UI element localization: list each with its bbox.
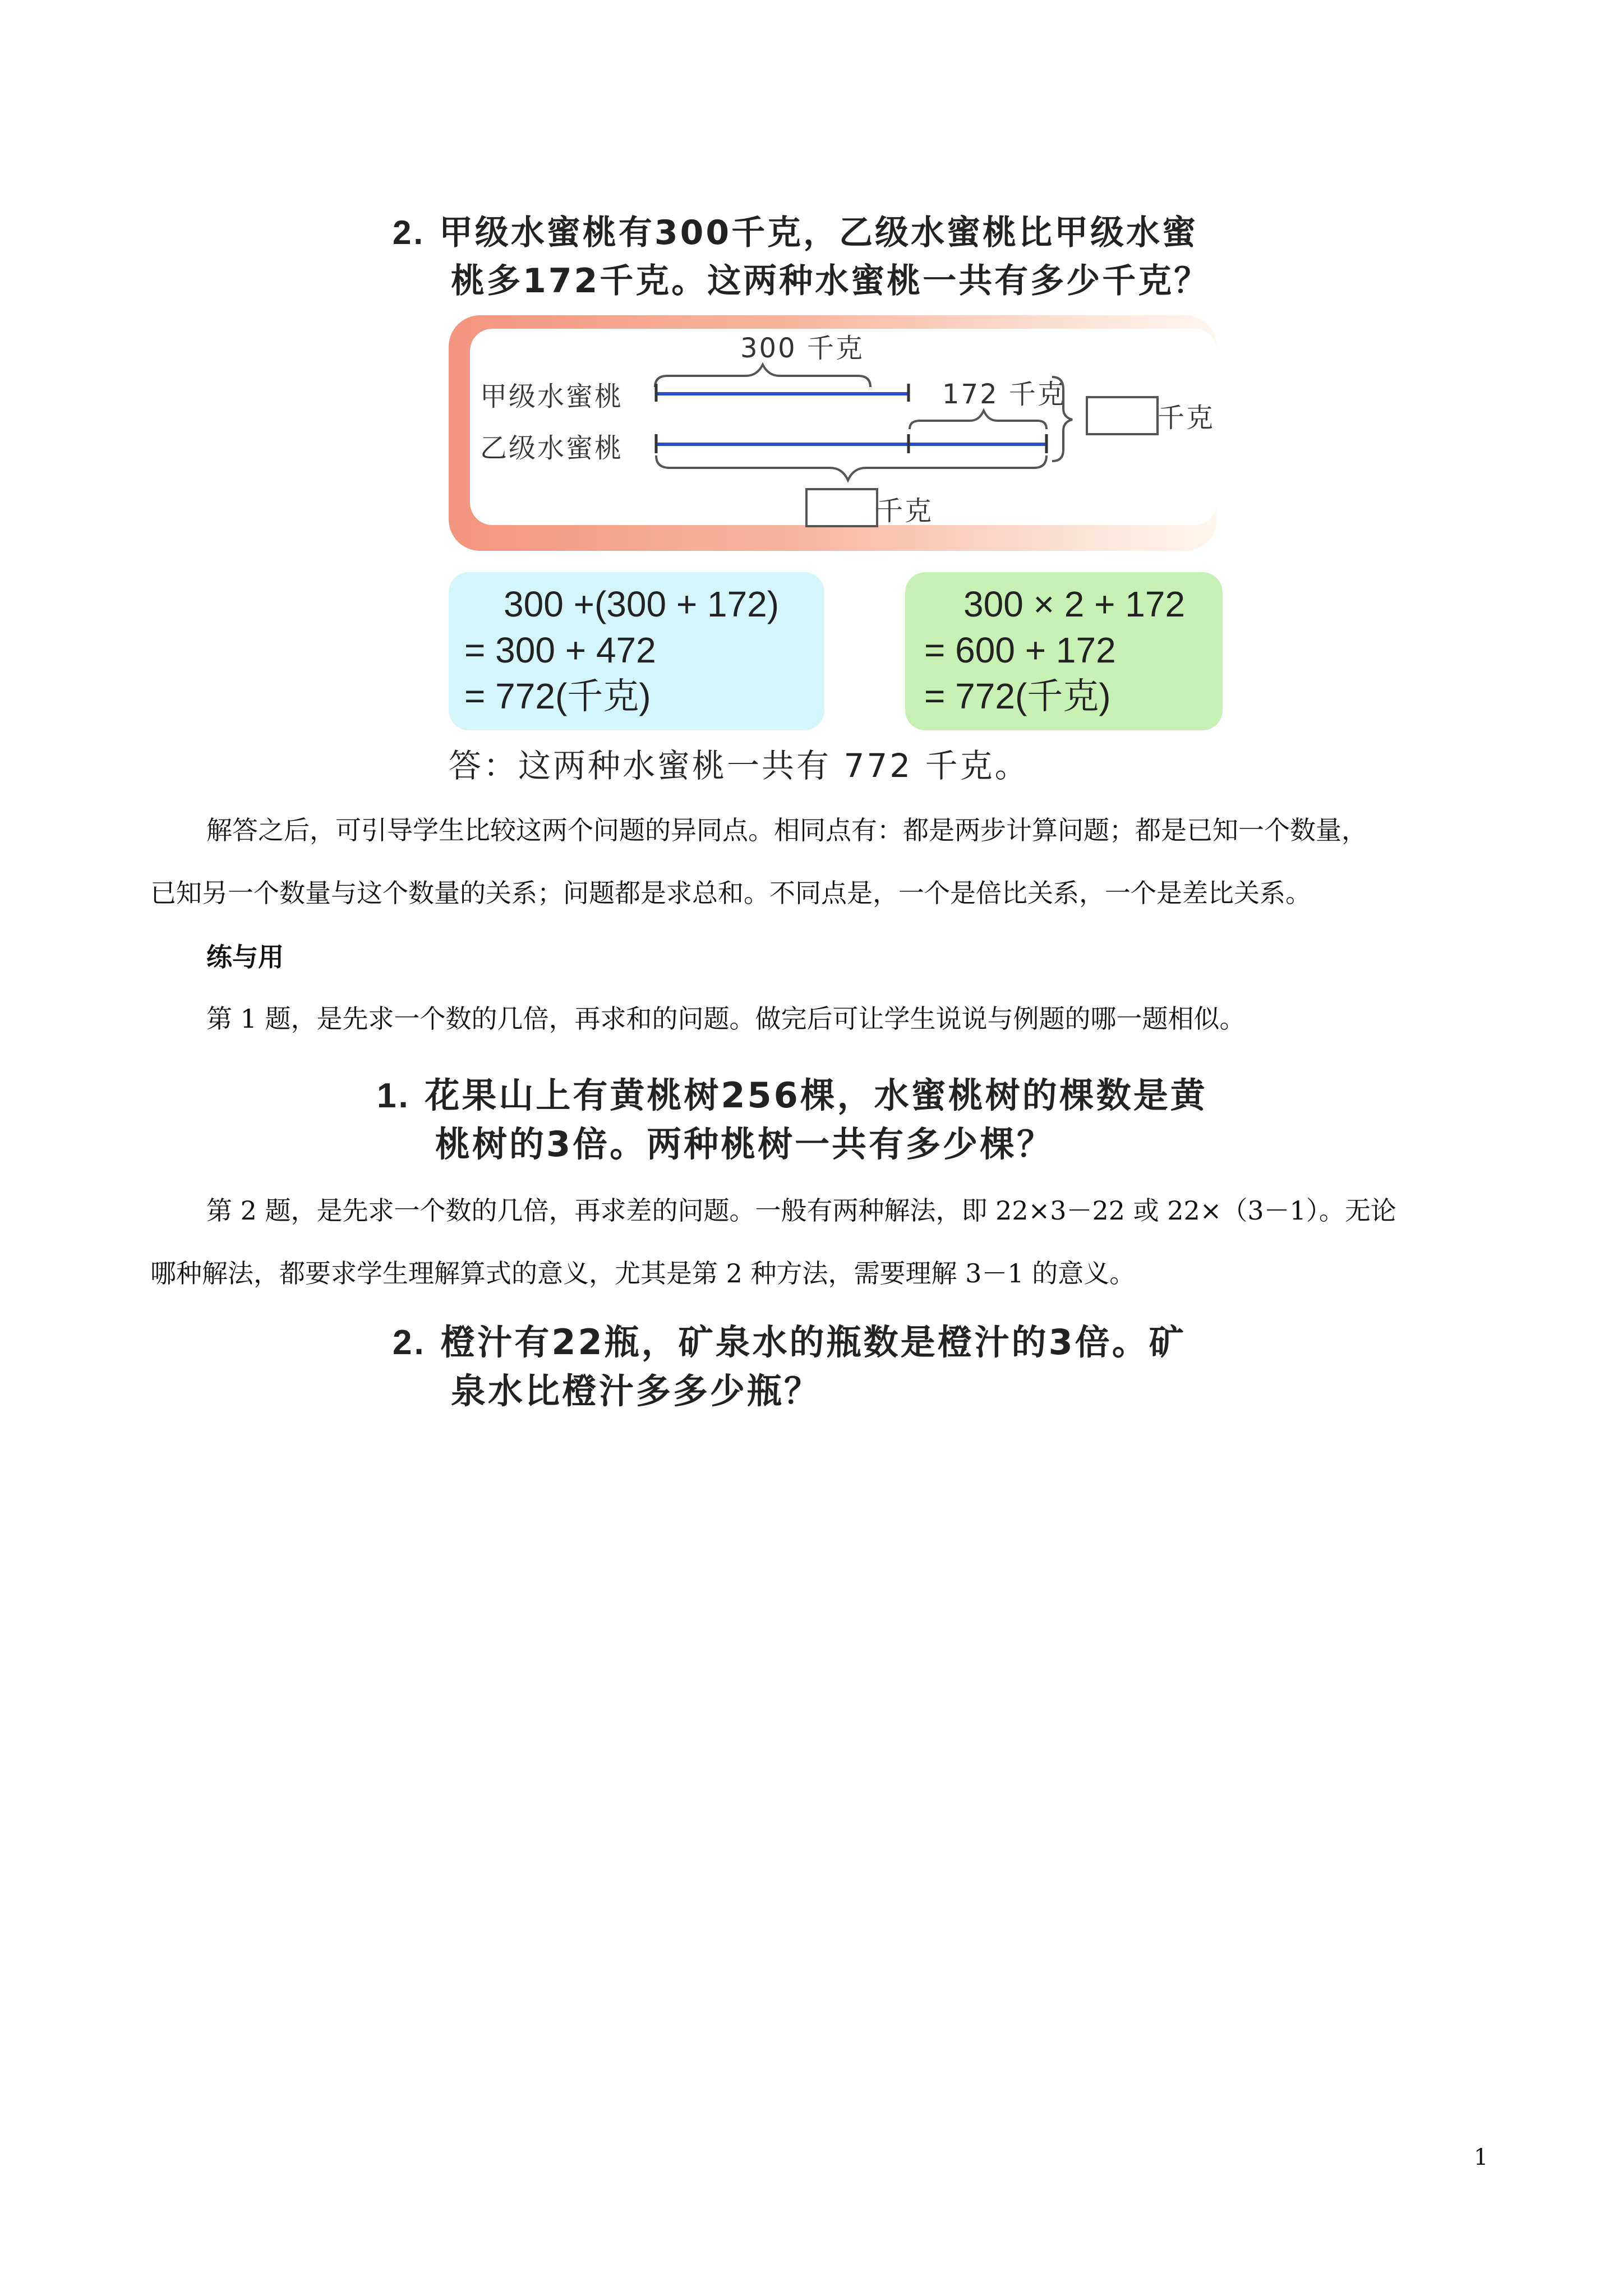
label-grade-b: 乙级水蜜桃: [480, 432, 624, 464]
solution1-line1: 300 +(300 + 172): [504, 584, 780, 624]
right-brace: [1052, 377, 1072, 461]
top-brace: [655, 365, 870, 387]
exercise2-question: [393, 1318, 1290, 1415]
solution2-line1: 300 × 2 + 172: [963, 584, 1186, 624]
example-question-line2: 桃多172千克。这两种水蜜桃一共有多少千克？: [451, 261, 1210, 301]
exercise1-line2: 桃树的3倍。两种桃树一共有多少棵？: [435, 1124, 1054, 1165]
example-question-line1: [393, 209, 1267, 257]
difference-brace: [910, 411, 1046, 429]
exercise1-number: 1.: [377, 1076, 411, 1115]
top-brace-label: 300 千克: [740, 333, 864, 364]
solution2-line3: = 772(千克): [924, 676, 1111, 716]
exercise2-text1: 橙汁有22瓶，矿泉水的瓶数是橙汁的3倍。矿: [440, 1322, 1186, 1363]
comparison-line1: 解答之后，可引导学生比较这两个问题的异同点。相同点有：都是两步计算问题；都是已知一个数量，: [206, 815, 1367, 845]
example-question: [393, 209, 1267, 305]
difference-label: 172 千克: [942, 379, 1066, 410]
bottom-brace: [656, 455, 1046, 480]
comparison-paragraph: [150, 799, 1496, 924]
solution-method-2: [905, 572, 1223, 730]
exercise2-note: [150, 1179, 1496, 1305]
solution-method-1: [449, 572, 824, 730]
comparison-line2: 已知另一个数量与这个数量的关系；问题都是求总和。不同点是，一个是倍比关系，一个是差比关系。: [150, 878, 1311, 908]
label-grade-a: 甲级水蜜桃: [480, 381, 624, 412]
exercise1-note: 第 1 题，是先求一个数的几倍，再求和的问题。做完后可让学生说说与例题的哪一题相似。: [206, 1004, 1246, 1034]
exercise1-text1: 花果山上有黄桃树256棵，水蜜桃树的棵数是黄: [425, 1075, 1207, 1116]
exercise1-line1: [377, 1071, 1274, 1120]
exercise2-number: 2.: [393, 1323, 426, 1362]
exercise1-question: [377, 1071, 1274, 1168]
section-heading: 练与用: [206, 942, 284, 972]
exercise2-line2: 泉水比橙汁多多少瓶？: [451, 1370, 822, 1411]
exercise2-note-line2: 哪种解法，都要求学生理解算式的意义，尤其是第 2 种方法，需要理解 3－1 的意义。: [150, 1258, 1136, 1289]
example-number: 2.: [393, 214, 426, 251]
example-answer: 答：这两种水蜜桃一共有 772 千克。: [449, 747, 1030, 785]
solution1-line3: = 772(千克): [464, 676, 651, 716]
solution2-line2: = 600 + 172: [924, 630, 1116, 670]
segment-diagram-lines: [645, 348, 1094, 482]
example-question-text1: 甲级水蜜桃有300千克，乙级水蜜桃比甲级水蜜: [439, 213, 1198, 252]
total-answer-box-bottom[interactable]: [805, 488, 878, 527]
exercise2-note-line1: 第 2 题，是先求一个数的几倍，再求差的问题。一般有两种解法，即 22×3－22 或 22×（3－1）。无论: [206, 1195, 1396, 1226]
exercise2-line1: [393, 1318, 1290, 1367]
total-answer-box-right[interactable]: [1086, 396, 1159, 435]
total-unit-right: 千克: [1158, 402, 1215, 434]
total-unit-bottom: 千克: [876, 495, 934, 527]
page-number: 1: [1474, 2145, 1488, 2170]
solution1-line2: = 300 + 472: [464, 630, 656, 670]
